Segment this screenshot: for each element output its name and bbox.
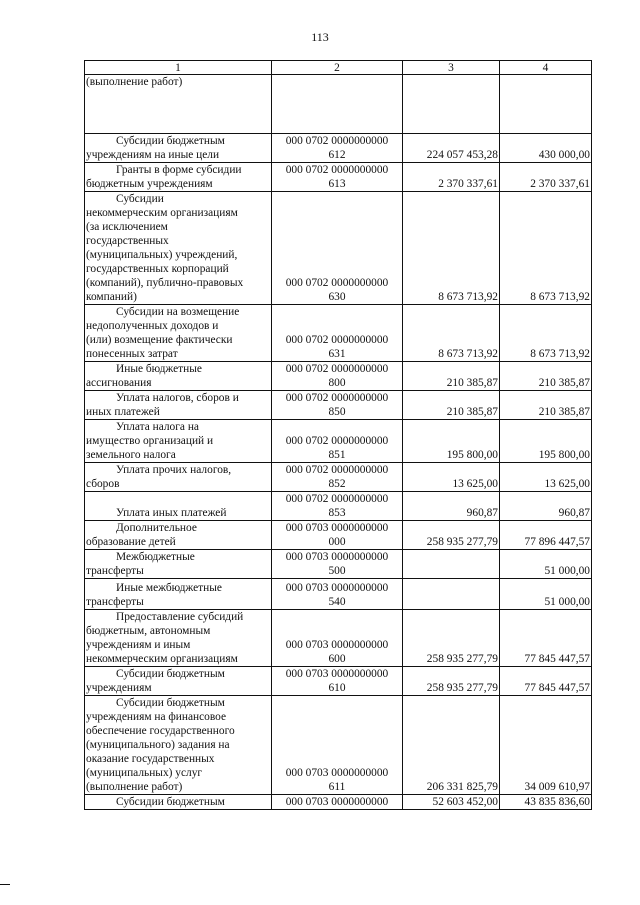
row-name-line: Субсидии бюджетным (116, 668, 225, 680)
table-row (85, 667, 592, 696)
row-value-col3 (403, 75, 500, 134)
table-row (85, 521, 592, 550)
row-name-line: Субсидии бюджетным (116, 796, 225, 808)
table-row (85, 192, 592, 305)
row-name-line: имущество организаций и (86, 435, 214, 447)
header-col-4: 4 (500, 61, 592, 75)
row-name-line: компаний) (86, 291, 137, 303)
row-name-line: сборов (86, 478, 120, 490)
row-code-line: 000 0703 0000000000 (285, 668, 389, 680)
table-row (85, 610, 592, 667)
row-name-line: ассигнования (86, 377, 152, 389)
row-name-cell (85, 610, 272, 667)
row-name-cell (85, 521, 272, 550)
row-name-line: Дополнительное (116, 522, 197, 534)
row-name-line: оказание государственных (86, 753, 215, 765)
row-name-line: (за исключением (86, 221, 168, 233)
row-value-col3 (403, 550, 500, 579)
row-code-line: 850 (328, 406, 346, 418)
table-row (85, 420, 592, 463)
row-code-line: 000 0703 0000000000 (285, 639, 389, 651)
row-name-cell (85, 305, 272, 362)
row-code-line: 000 0703 0000000000 (285, 767, 389, 779)
row-code-cell (272, 163, 403, 192)
row-code-cell (272, 492, 403, 521)
row-code-line: 000 0702 0000000000 (285, 435, 389, 447)
row-code-line: 000 0702 0000000000 (285, 135, 389, 147)
row-value-col4: 960,87 (500, 492, 592, 521)
row-code-cell (272, 192, 403, 305)
row-code-line: 613 (328, 178, 346, 190)
row-value-col4: 51 000,00 (500, 550, 592, 579)
row-value-col4: 77 845 447,57 (500, 610, 592, 667)
row-name-line: образование детей (86, 536, 176, 548)
row-name-line: понесенных затрат (86, 348, 178, 360)
row-name-line: (или) возмещение фактически (86, 334, 233, 346)
row-value-col4: 210 385,87 (500, 362, 592, 391)
row-value-col3: 52 603 452,00 (403, 795, 500, 810)
row-value-col4: 210 385,87 (500, 391, 592, 420)
row-value-col3: 210 385,87 (403, 391, 500, 420)
row-value-col4: 430 000,00 (500, 134, 592, 163)
row-code-cell (272, 75, 403, 134)
row-name-cell (85, 75, 272, 134)
table-row (85, 391, 592, 420)
row-code-line: 851 (328, 449, 346, 461)
row-name-cell (85, 134, 272, 163)
row-value-col4: 34 009 610,97 (500, 696, 592, 795)
row-code-line: 853 (328, 507, 346, 519)
row-code-cell (272, 667, 403, 696)
row-name-cell (85, 163, 272, 192)
row-code-line: 611 (328, 781, 346, 793)
row-name-line: Субсидии бюджетным (116, 697, 225, 709)
row-name-line: (выполнение работ) (86, 76, 183, 88)
row-code-line: 000 0702 0000000000 (285, 392, 389, 404)
margin-mark (0, 884, 10, 885)
row-code-line: 000 0702 0000000000 (285, 493, 389, 505)
table-row (85, 579, 592, 610)
row-value-col4: 2 370 337,61 (500, 163, 592, 192)
row-value-col3 (403, 579, 500, 610)
row-value-col3: 960,87 (403, 492, 500, 521)
header-col-1: 1 (85, 61, 272, 75)
row-code-line: 500 (328, 565, 346, 577)
row-name-line: Субсидии на возмещение (116, 306, 240, 318)
row-name-cell (85, 667, 272, 696)
row-code-cell (272, 579, 403, 610)
row-name-line: Уплата иных платежей (116, 507, 227, 519)
row-code-line: 600 (328, 653, 346, 665)
row-code-line: 852 (328, 478, 346, 490)
row-code-cell (272, 696, 403, 795)
row-code-cell (272, 610, 403, 667)
row-name-line: некоммерческим организациям (86, 207, 238, 219)
row-name-line: Иные межбюджетные (116, 582, 222, 594)
row-code-line: 000 0702 0000000000 (285, 363, 389, 375)
row-code-cell (272, 134, 403, 163)
row-name-line: государственных корпораций (86, 263, 229, 275)
row-name-line: учреждениям (86, 682, 152, 694)
row-code-line: 610 (328, 682, 346, 694)
row-name-line: иных платежей (86, 406, 160, 418)
row-name-line: Межбюджетные (116, 551, 195, 563)
row-code-line: 000 0703 0000000000 (285, 582, 389, 594)
row-code-cell (272, 362, 403, 391)
row-code-cell (272, 420, 403, 463)
row-code-line: 000 0702 0000000000 (285, 334, 389, 346)
table-row (85, 696, 592, 795)
row-code-line: 612 (328, 149, 346, 161)
table-header-row (85, 61, 592, 75)
row-code-line: 000 (328, 536, 346, 548)
row-name-line: государственных (86, 235, 169, 247)
row-name-line: Гранты в форме субсидии (116, 164, 242, 176)
row-value-col3: 258 935 277,79 (403, 521, 500, 550)
row-name-line: учреждениям на иные цели (86, 149, 220, 161)
row-name-cell (85, 579, 272, 610)
row-name-cell (85, 550, 272, 579)
row-name-cell (85, 192, 272, 305)
row-value-col3: 8 673 713,92 (403, 305, 500, 362)
table-row (85, 163, 592, 192)
row-value-col3: 206 331 825,79 (403, 696, 500, 795)
table-row (85, 305, 592, 362)
row-name-line: обеспечение государственного (86, 725, 235, 737)
row-name-line: учреждениям и иным (86, 639, 191, 651)
row-name-line: Субсидии (116, 193, 164, 205)
row-name-line: Уплата прочих налогов, (116, 464, 232, 476)
row-name-cell (85, 420, 272, 463)
row-code-cell (272, 463, 403, 492)
row-name-line: Уплата налога на (116, 421, 199, 433)
row-name-line: трансферты (86, 596, 144, 608)
header-col-2: 2 (272, 61, 403, 75)
row-value-col4: 13 625,00 (500, 463, 592, 492)
row-name-cell (85, 492, 272, 521)
row-code-line: 000 0703 0000000000 (285, 796, 389, 808)
row-code-line: 631 (328, 348, 346, 360)
row-value-col3: 258 935 277,79 (403, 610, 500, 667)
row-code-cell (272, 391, 403, 420)
row-name-line: учреждениям на финансовое (86, 711, 227, 723)
table-row (85, 362, 592, 391)
row-value-col3: 2 370 337,61 (403, 163, 500, 192)
row-value-col3: 8 673 713,92 (403, 192, 500, 305)
row-value-col4: 43 835 836,60 (500, 795, 592, 810)
table-row (85, 550, 592, 579)
row-value-col4: 77 896 447,57 (500, 521, 592, 550)
row-code-line: 000 0702 0000000000 (285, 277, 389, 289)
row-value-col3: 224 057 453,28 (403, 134, 500, 163)
row-name-cell (85, 463, 272, 492)
row-code-line: 540 (328, 596, 346, 608)
row-value-col4: 8 673 713,92 (500, 192, 592, 305)
row-name-line: бюджетным, автономным (86, 625, 211, 637)
row-value-col3: 13 625,00 (403, 463, 500, 492)
table-row (85, 795, 592, 810)
page-number: 113 (311, 30, 329, 44)
row-code-line: 000 0703 0000000000 (285, 522, 389, 534)
row-name-line: Уплата налогов, сборов и (116, 392, 239, 404)
row-name-line: недополученных доходов и (86, 320, 219, 332)
row-code-cell (272, 305, 403, 362)
row-code-line: 000 0703 0000000000 (285, 551, 389, 563)
row-name-line: (выполнение работ) (86, 781, 183, 793)
row-name-line: некоммерческим организациям (86, 653, 238, 665)
row-code-cell (272, 550, 403, 579)
row-code-line: 000 0702 0000000000 (285, 464, 389, 476)
row-code-cell (272, 521, 403, 550)
row-name-line: Иные бюджетные (116, 363, 202, 375)
row-name-line: земельного налога (86, 449, 176, 461)
row-name-cell (85, 795, 272, 810)
row-value-col4: 77 845 447,57 (500, 667, 592, 696)
row-code-line: 630 (328, 291, 346, 303)
row-name-line: (муниципальных) услуг (86, 767, 203, 779)
row-value-col4 (500, 75, 592, 134)
row-name-line: Предоставление субсидий (116, 611, 244, 623)
row-code-line: 800 (328, 377, 346, 389)
row-name-cell (85, 696, 272, 795)
row-name-cell (85, 362, 272, 391)
table-row (85, 492, 592, 521)
row-name-line: (компаний), публично-правовых (86, 277, 244, 289)
row-name-line: трансферты (86, 565, 144, 577)
row-value-col3: 195 800,00 (403, 420, 500, 463)
header-col-3: 3 (403, 61, 500, 75)
table-row (85, 463, 592, 492)
row-name-line: (муниципального) задания на (86, 739, 230, 751)
row-value-col4: 195 800,00 (500, 420, 592, 463)
row-value-col4: 51 000,00 (500, 579, 592, 610)
row-name-line: Субсидии бюджетным (116, 135, 225, 147)
row-value-col3: 258 935 277,79 (403, 667, 500, 696)
row-code-line: 000 0702 0000000000 (285, 164, 389, 176)
row-name-line: (муниципальных) учреждений, (86, 249, 238, 261)
row-code-cell (272, 795, 403, 810)
row-name-line: бюджетным учреждениям (86, 178, 213, 190)
budget-table (84, 60, 592, 810)
row-value-col4: 8 673 713,92 (500, 305, 592, 362)
table-row (85, 134, 592, 163)
row-value-col3: 210 385,87 (403, 362, 500, 391)
table-row (85, 75, 592, 134)
row-name-cell (85, 391, 272, 420)
